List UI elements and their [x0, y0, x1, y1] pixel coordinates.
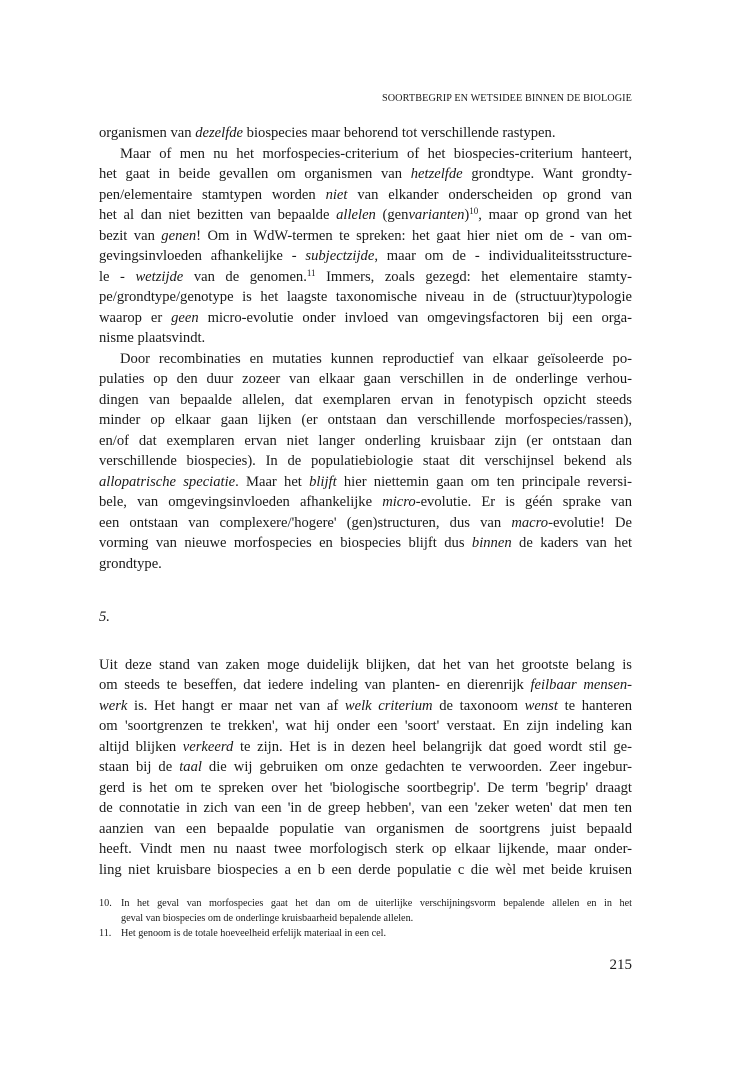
text-line: heeft. Vindt men nu naast twee morfologisch sterk op elkaar lijkende, maar onder-	[99, 841, 632, 858]
text-line: nisme plaatsvindt.	[99, 330, 206, 346]
text-line: om steeds te beseffen, dat iedere indeling van planten- en dierenrijk feilbaar mensen-	[99, 677, 632, 694]
text-line: werk is. Het hangt er maar net van af welk criterium de taxonoom wenst te hanteren	[99, 697, 632, 714]
text-line: een ontstaan van complexere/'hogere' (gen)structuren, dus van macro-evolutie! De	[99, 514, 632, 531]
footnote-11	[99, 926, 632, 941]
footnote-ref-11: 11	[306, 267, 316, 278]
text-line: gevingsinvloeden afhankelijke - subjectzijde, maar om de - individualiteitsstructure-	[99, 248, 633, 264]
footnotes	[99, 896, 632, 941]
text-line: om 'soortgrenzen te trekken', wat hij onder een 'soort' verstaat. En zijn indeling kan	[99, 718, 632, 735]
text-line: Maar of men nu het morfospecies-criterium of het biospecies-criterium hanteert,	[120, 145, 632, 162]
paragraph-4	[99, 655, 632, 881]
text-line: staan bij de taal die wij gebruiken om onze gedachten te verwoorden. Zeer ingebur-	[99, 759, 632, 776]
text-line: en/of dat exemplaren ervan niet langer onderling kruisbaar zijn (er ontstaan dan	[99, 432, 632, 449]
footnote-line: In het geval van morfospecies gaat het dan om de uiterlijke verschijningsvorm bepalende allelen en in het	[121, 898, 632, 909]
text-line: bezit van genen! Om in WdW-termen te spreken: het gaat hier niet om de - van om-	[99, 227, 632, 244]
section-text	[99, 640, 632, 895]
body-text	[99, 123, 632, 574]
text-line: bele, van omgevingsinvloeden afhankelijke micro-evolutie. Er is géén sprake van	[99, 494, 632, 510]
text-line: vorming van nieuwe morfospecies en biospecies blijft dus binnen de kaders van het	[99, 535, 633, 551]
text-line: gerd is het om te spreken over het 'biologische soortbegrip'. De term 'begrip' draagt	[99, 779, 632, 796]
text-line: pe/grondtype/genotype is het laagste taxonomische niveau in de (structuur)typologie	[99, 289, 632, 305]
text-line: pen/elementaire stamtypen worden niet van elkander onderscheiden op grond van	[99, 186, 632, 203]
footnote-line: geval van biospecies om de onderlinge kruisbaarheid bepalende allelen.	[121, 913, 414, 924]
footnote-10	[99, 896, 632, 926]
text-line: altijd blijken verkeerd te zijn. Het is in dezen heel belangrijk dat goed wordt stil ge-	[99, 738, 632, 755]
text-line: allopatrische speciatie. Maar het blijft hier niettemin gaan om ten principale reversi-	[99, 473, 632, 490]
text-line: le - wetzijde van de genomen.$^{11}$ Immers, zoals gezegd: het elementaire stamty-	[99, 267, 632, 285]
text-line: Door recombinaties en mutaties kunnen reproductief van elkaar geïsoleerde po-	[120, 350, 632, 367]
footnote-number: 11.	[99, 928, 112, 939]
page-number: 215	[609, 957, 632, 973]
paragraph-3	[99, 349, 632, 575]
text-line: de connotatie in zich van een 'in de greep hebben', van een 'zeker weten' dat men ten	[99, 800, 632, 817]
paragraph-1-end	[99, 123, 632, 144]
text-line: waarop er geen micro-evolutie onder invloed van omgevingsfactoren bij een orga-	[99, 309, 633, 326]
text-line: organismen van dezelfde biospecies maar behorend tot verschillende rastypen.	[99, 125, 556, 141]
paragraph-2	[99, 144, 632, 349]
text-line: het al dan niet bezitten van bepaalde allelen (genvarianten)$^{10}$, maar op grond van het	[99, 206, 632, 223]
text-line: verschillende biospecies). In de populatiebiologie staat dit verschijnsel bekend als	[99, 453, 632, 469]
text-line: minder op elkaar gaan lijken (er ontstaan dan verschillende morfospecies/rassen),	[99, 412, 632, 428]
footnote-ref-10: 10	[469, 206, 479, 216]
footnote-number: 10.	[99, 898, 112, 909]
running-head: SOORTBEGRIP EN WETSIDEE BINNEN DE BIOLOGIE	[381, 93, 632, 104]
text-line: Uit deze stand van zaken moge duidelijk blijken, dat het van het grootste belang is	[99, 656, 632, 673]
text-line: dingen van bepaalde allelen, dat exemplaren ervan in fenotypisch opzicht steeds	[99, 391, 632, 408]
text-line: ling niet kruisbare biospecies a en b een derde populatie c die wèl met beide kruisen	[99, 861, 632, 878]
section-number: 5.	[99, 609, 110, 625]
text-line: grondtype.	[99, 555, 162, 572]
text-line: het gaat in beide gevallen om organismen van hetzelfde grondtype. Want grondty-	[99, 166, 632, 182]
footnote-line: Het genoom is de totale hoeveelheid erfelijk materiaal in een cel.	[121, 928, 387, 939]
text-line: aanzien van een bepaalde populatie van organismen de soortgrens juist bepaald	[99, 820, 632, 837]
text-line: pulaties op den duur zozeer van elkaar gaan verschillen in de onderlinge verhou-	[99, 371, 632, 387]
